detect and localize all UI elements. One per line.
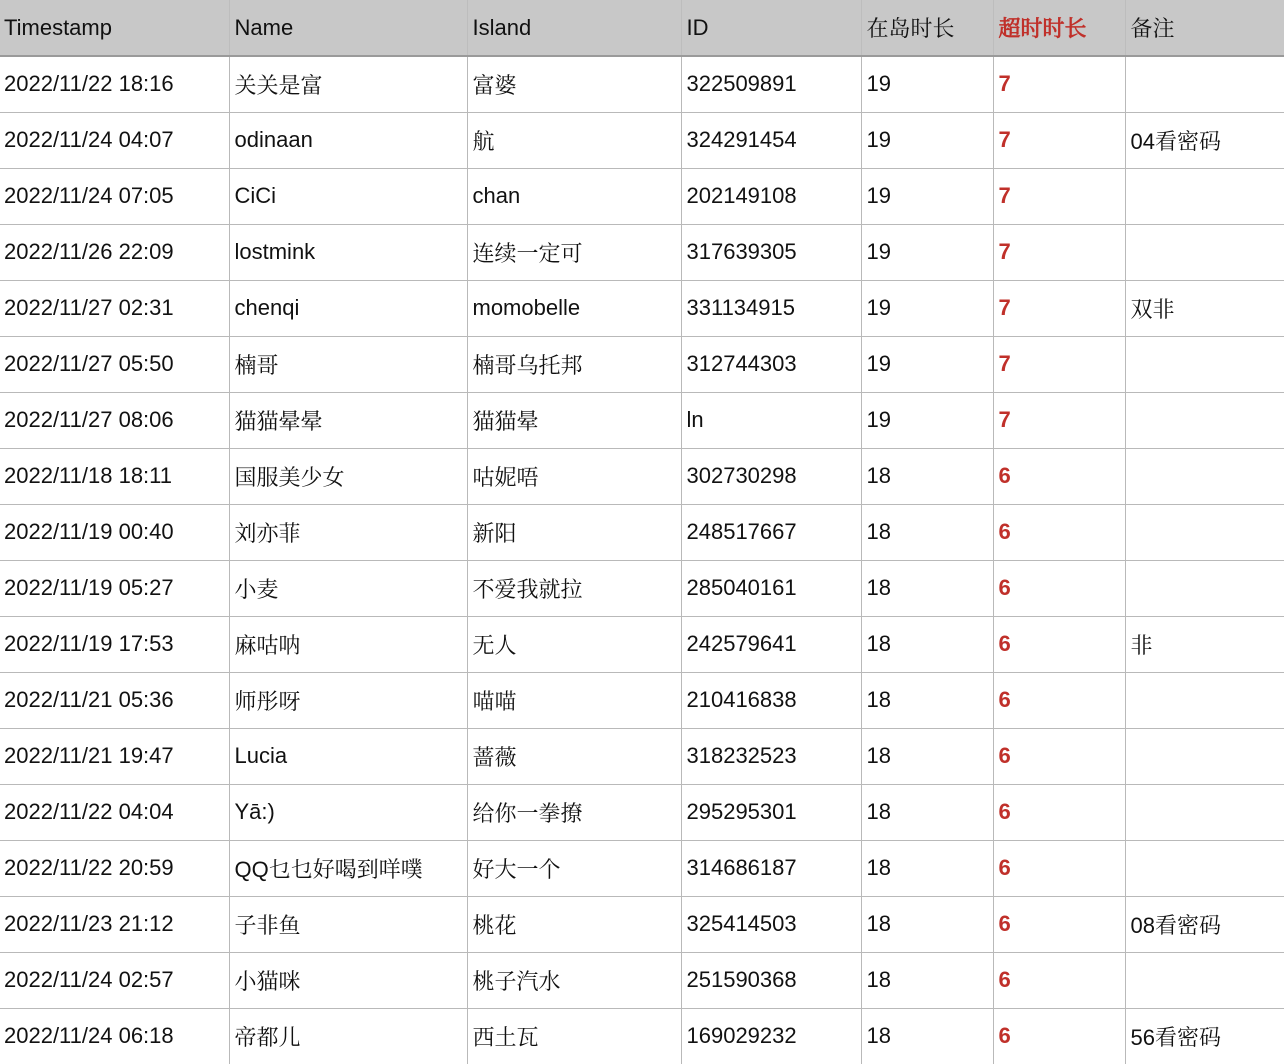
overtime-cell[interactable]: 6 bbox=[993, 896, 1125, 952]
island-duration-cell[interactable]: 19 bbox=[861, 336, 993, 392]
id-cell[interactable]: 318232523 bbox=[681, 728, 861, 784]
column-header-overtime-duration[interactable]: 超时时长 bbox=[993, 0, 1125, 56]
id-cell[interactable]: 317639305 bbox=[681, 224, 861, 280]
island-cell[interactable]: 好大一个 bbox=[467, 840, 681, 896]
table-row bbox=[0, 56, 1284, 112]
notes-cell[interactable] bbox=[1125, 952, 1284, 1008]
overtime-cell[interactable]: 6 bbox=[993, 448, 1125, 504]
table-row bbox=[0, 784, 1284, 840]
notes-cell[interactable] bbox=[1125, 784, 1284, 840]
timestamp-cell[interactable]: 2022/11/26 22:09 bbox=[0, 224, 229, 280]
name-cell[interactable]: lostmink bbox=[229, 224, 467, 280]
timestamp-cell[interactable]: 2022/11/19 05:27 bbox=[0, 560, 229, 616]
id-cell[interactable]: 312744303 bbox=[681, 336, 861, 392]
table-row bbox=[0, 896, 1284, 952]
island-duration-cell[interactable]: 18 bbox=[861, 952, 993, 1008]
notes-cell[interactable] bbox=[1125, 560, 1284, 616]
table-body bbox=[0, 56, 1284, 1064]
name-cell[interactable]: 麻咕呐 bbox=[229, 616, 467, 672]
notes-cell[interactable] bbox=[1125, 168, 1284, 224]
name-cell[interactable]: 子非鱼 bbox=[229, 896, 467, 952]
island-duration-cell[interactable]: 18 bbox=[861, 784, 993, 840]
id-cell[interactable]: 322509891 bbox=[681, 56, 861, 112]
timestamp-cell[interactable]: 2022/11/24 02:57 bbox=[0, 952, 229, 1008]
table-row bbox=[0, 504, 1284, 560]
notes-cell[interactable] bbox=[1125, 728, 1284, 784]
table-row bbox=[0, 952, 1284, 1008]
name-cell[interactable]: CiCi bbox=[229, 168, 467, 224]
timestamp-cell[interactable]: 2022/11/27 02:31 bbox=[0, 280, 229, 336]
timestamp-cell[interactable]: 2022/11/27 08:06 bbox=[0, 392, 229, 448]
name-cell[interactable]: chenqi bbox=[229, 280, 467, 336]
island-duration-cell[interactable]: 18 bbox=[861, 616, 993, 672]
island-cell[interactable]: momobelle bbox=[467, 280, 681, 336]
overtime-cell[interactable]: 6 bbox=[993, 952, 1125, 1008]
name-cell[interactable]: 帝都儿 bbox=[229, 1008, 467, 1064]
timestamp-cell[interactable]: 2022/11/22 18:16 bbox=[0, 56, 229, 112]
name-cell[interactable]: odinaan bbox=[229, 112, 467, 168]
overtime-cell[interactable]: 6 bbox=[993, 1008, 1125, 1064]
overtime-cell[interactable]: 7 bbox=[993, 392, 1125, 448]
column-header-timestamp[interactable]: Timestamp bbox=[0, 0, 229, 56]
timestamp-cell[interactable]: 2022/11/23 21:12 bbox=[0, 896, 229, 952]
island-duration-cell[interactable]: 18 bbox=[861, 672, 993, 728]
table-row bbox=[0, 336, 1284, 392]
island-cell[interactable]: 喵喵 bbox=[467, 672, 681, 728]
island-duration-cell[interactable]: 19 bbox=[861, 280, 993, 336]
table-row bbox=[0, 112, 1284, 168]
timestamp-cell[interactable]: 2022/11/21 05:36 bbox=[0, 672, 229, 728]
name-cell[interactable]: QQ乜乜好喝到咩噗 bbox=[229, 840, 467, 896]
table-row bbox=[0, 840, 1284, 896]
island-cell[interactable]: 富婆 bbox=[467, 56, 681, 112]
table-row bbox=[0, 280, 1284, 336]
timestamp-cell[interactable]: 2022/11/24 07:05 bbox=[0, 168, 229, 224]
header-row bbox=[0, 0, 1284, 56]
table-row bbox=[0, 224, 1284, 280]
id-cell[interactable]: 285040161 bbox=[681, 560, 861, 616]
table-row bbox=[0, 728, 1284, 784]
id-cell[interactable]: 248517667 bbox=[681, 504, 861, 560]
island-cell[interactable]: 猫猫晕 bbox=[467, 392, 681, 448]
overtime-cell[interactable]: 6 bbox=[993, 504, 1125, 560]
notes-cell[interactable] bbox=[1125, 840, 1284, 896]
id-cell[interactable]: 324291454 bbox=[681, 112, 861, 168]
id-cell[interactable]: 202149108 bbox=[681, 168, 861, 224]
id-cell[interactable]: 242579641 bbox=[681, 616, 861, 672]
name-cell[interactable]: 小麦 bbox=[229, 560, 467, 616]
island-cell[interactable]: 不爱我就拉 bbox=[467, 560, 681, 616]
name-cell[interactable]: 楠哥 bbox=[229, 336, 467, 392]
island-cell[interactable]: 桃子汽水 bbox=[467, 952, 681, 1008]
overtime-cell[interactable]: 6 bbox=[993, 728, 1125, 784]
table-row bbox=[0, 1008, 1284, 1064]
overtime-cell[interactable]: 7 bbox=[993, 56, 1125, 112]
notes-cell[interactable] bbox=[1125, 504, 1284, 560]
column-header-island[interactable]: Island bbox=[467, 0, 681, 56]
island-cell[interactable]: 咕妮唔 bbox=[467, 448, 681, 504]
timestamp-cell[interactable]: 2022/11/22 20:59 bbox=[0, 840, 229, 896]
column-header-id[interactable]: ID bbox=[681, 0, 861, 56]
column-header-island-duration[interactable]: 在岛时长 bbox=[861, 0, 993, 56]
island-cell[interactable]: 蔷薇 bbox=[467, 728, 681, 784]
notes-cell[interactable]: 非 bbox=[1125, 616, 1284, 672]
id-cell[interactable]: 325414503 bbox=[681, 896, 861, 952]
name-cell[interactable]: 小猫咪 bbox=[229, 952, 467, 1008]
table-row bbox=[0, 616, 1284, 672]
table-row bbox=[0, 392, 1284, 448]
name-cell[interactable]: 猫猫晕晕 bbox=[229, 392, 467, 448]
notes-cell[interactable] bbox=[1125, 336, 1284, 392]
notes-cell[interactable] bbox=[1125, 672, 1284, 728]
timestamp-cell[interactable]: 2022/11/27 05:50 bbox=[0, 336, 229, 392]
column-header-notes[interactable]: 备注 bbox=[1125, 0, 1284, 56]
name-cell[interactable]: 关关是富 bbox=[229, 56, 467, 112]
island-duration-cell[interactable]: 18 bbox=[861, 896, 993, 952]
table-row bbox=[0, 448, 1284, 504]
island-duration-cell[interactable]: 18 bbox=[861, 728, 993, 784]
notes-cell[interactable]: 56看密码 bbox=[1125, 1008, 1284, 1064]
island-cell[interactable]: 无人 bbox=[467, 616, 681, 672]
id-cell[interactable]: 302730298 bbox=[681, 448, 861, 504]
overtime-cell[interactable]: 7 bbox=[993, 112, 1125, 168]
name-cell[interactable]: Yā:) bbox=[229, 784, 467, 840]
overtime-cell[interactable]: 6 bbox=[993, 840, 1125, 896]
table-row bbox=[0, 672, 1284, 728]
notes-cell[interactable] bbox=[1125, 56, 1284, 112]
island-duration-cell[interactable]: 19 bbox=[861, 168, 993, 224]
name-cell[interactable]: 师彤呀 bbox=[229, 672, 467, 728]
overtime-cell[interactable]: 7 bbox=[993, 168, 1125, 224]
id-cell[interactable]: 251590368 bbox=[681, 952, 861, 1008]
id-cell[interactable]: 169029232 bbox=[681, 1008, 861, 1064]
name-cell[interactable]: Lucia bbox=[229, 728, 467, 784]
notes-cell[interactable] bbox=[1125, 392, 1284, 448]
timestamp-cell[interactable]: 2022/11/19 00:40 bbox=[0, 504, 229, 560]
island-cell[interactable]: 新阳 bbox=[467, 504, 681, 560]
island-duration-cell[interactable]: 18 bbox=[861, 1008, 993, 1064]
timestamp-cell[interactable]: 2022/11/24 06:18 bbox=[0, 1008, 229, 1064]
overtime-cell[interactable]: 6 bbox=[993, 784, 1125, 840]
timestamp-cell[interactable]: 2022/11/22 04:04 bbox=[0, 784, 229, 840]
overtime-cell[interactable]: 7 bbox=[993, 336, 1125, 392]
island-duration-cell[interactable]: 18 bbox=[861, 504, 993, 560]
notes-cell[interactable] bbox=[1125, 224, 1284, 280]
column-header-name[interactable]: Name bbox=[229, 0, 467, 56]
island-duration-cell[interactable]: 18 bbox=[861, 448, 993, 504]
timestamp-cell[interactable]: 2022/11/19 17:53 bbox=[0, 616, 229, 672]
island-duration-cell[interactable]: 19 bbox=[861, 224, 993, 280]
island-cell[interactable]: 连续一定可 bbox=[467, 224, 681, 280]
notes-cell[interactable]: 双非 bbox=[1125, 280, 1284, 336]
notes-cell[interactable] bbox=[1125, 448, 1284, 504]
overtime-cell[interactable]: 6 bbox=[993, 616, 1125, 672]
island-duration-cell[interactable]: 18 bbox=[861, 560, 993, 616]
name-cell[interactable]: 刘亦菲 bbox=[229, 504, 467, 560]
island-cell[interactable]: 给你一拳撩 bbox=[467, 784, 681, 840]
table-row bbox=[0, 168, 1284, 224]
overtime-cell[interactable]: 6 bbox=[993, 672, 1125, 728]
notes-cell[interactable]: 04看密码 bbox=[1125, 112, 1284, 168]
id-cell[interactable]: ln bbox=[681, 392, 861, 448]
overtime-cell[interactable]: 7 bbox=[993, 224, 1125, 280]
island-duration-cell[interactable]: 19 bbox=[861, 56, 993, 112]
island-duration-cell[interactable]: 19 bbox=[861, 392, 993, 448]
island-duration-cell[interactable]: 18 bbox=[861, 840, 993, 896]
island-cell[interactable]: 航 bbox=[467, 112, 681, 168]
timestamp-cell[interactable]: 2022/11/18 18:11 bbox=[0, 448, 229, 504]
id-cell[interactable]: 295295301 bbox=[681, 784, 861, 840]
timestamp-cell[interactable]: 2022/11/21 19:47 bbox=[0, 728, 229, 784]
timestamp-cell[interactable]: 2022/11/24 04:07 bbox=[0, 112, 229, 168]
id-cell[interactable]: 331134915 bbox=[681, 280, 861, 336]
name-cell[interactable]: 国服美少女 bbox=[229, 448, 467, 504]
id-cell[interactable]: 210416838 bbox=[681, 672, 861, 728]
island-cell[interactable]: 西土瓦 bbox=[467, 1008, 681, 1064]
overtime-cell[interactable]: 6 bbox=[993, 560, 1125, 616]
island-duration-cell[interactable]: 19 bbox=[861, 112, 993, 168]
overtime-cell[interactable]: 7 bbox=[993, 280, 1125, 336]
island-cell[interactable]: 楠哥乌托邦 bbox=[467, 336, 681, 392]
island-cell[interactable]: chan bbox=[467, 168, 681, 224]
island-cell[interactable]: 桃花 bbox=[467, 896, 681, 952]
id-cell[interactable]: 314686187 bbox=[681, 840, 861, 896]
notes-cell[interactable]: 08看密码 bbox=[1125, 896, 1284, 952]
table-row bbox=[0, 560, 1284, 616]
